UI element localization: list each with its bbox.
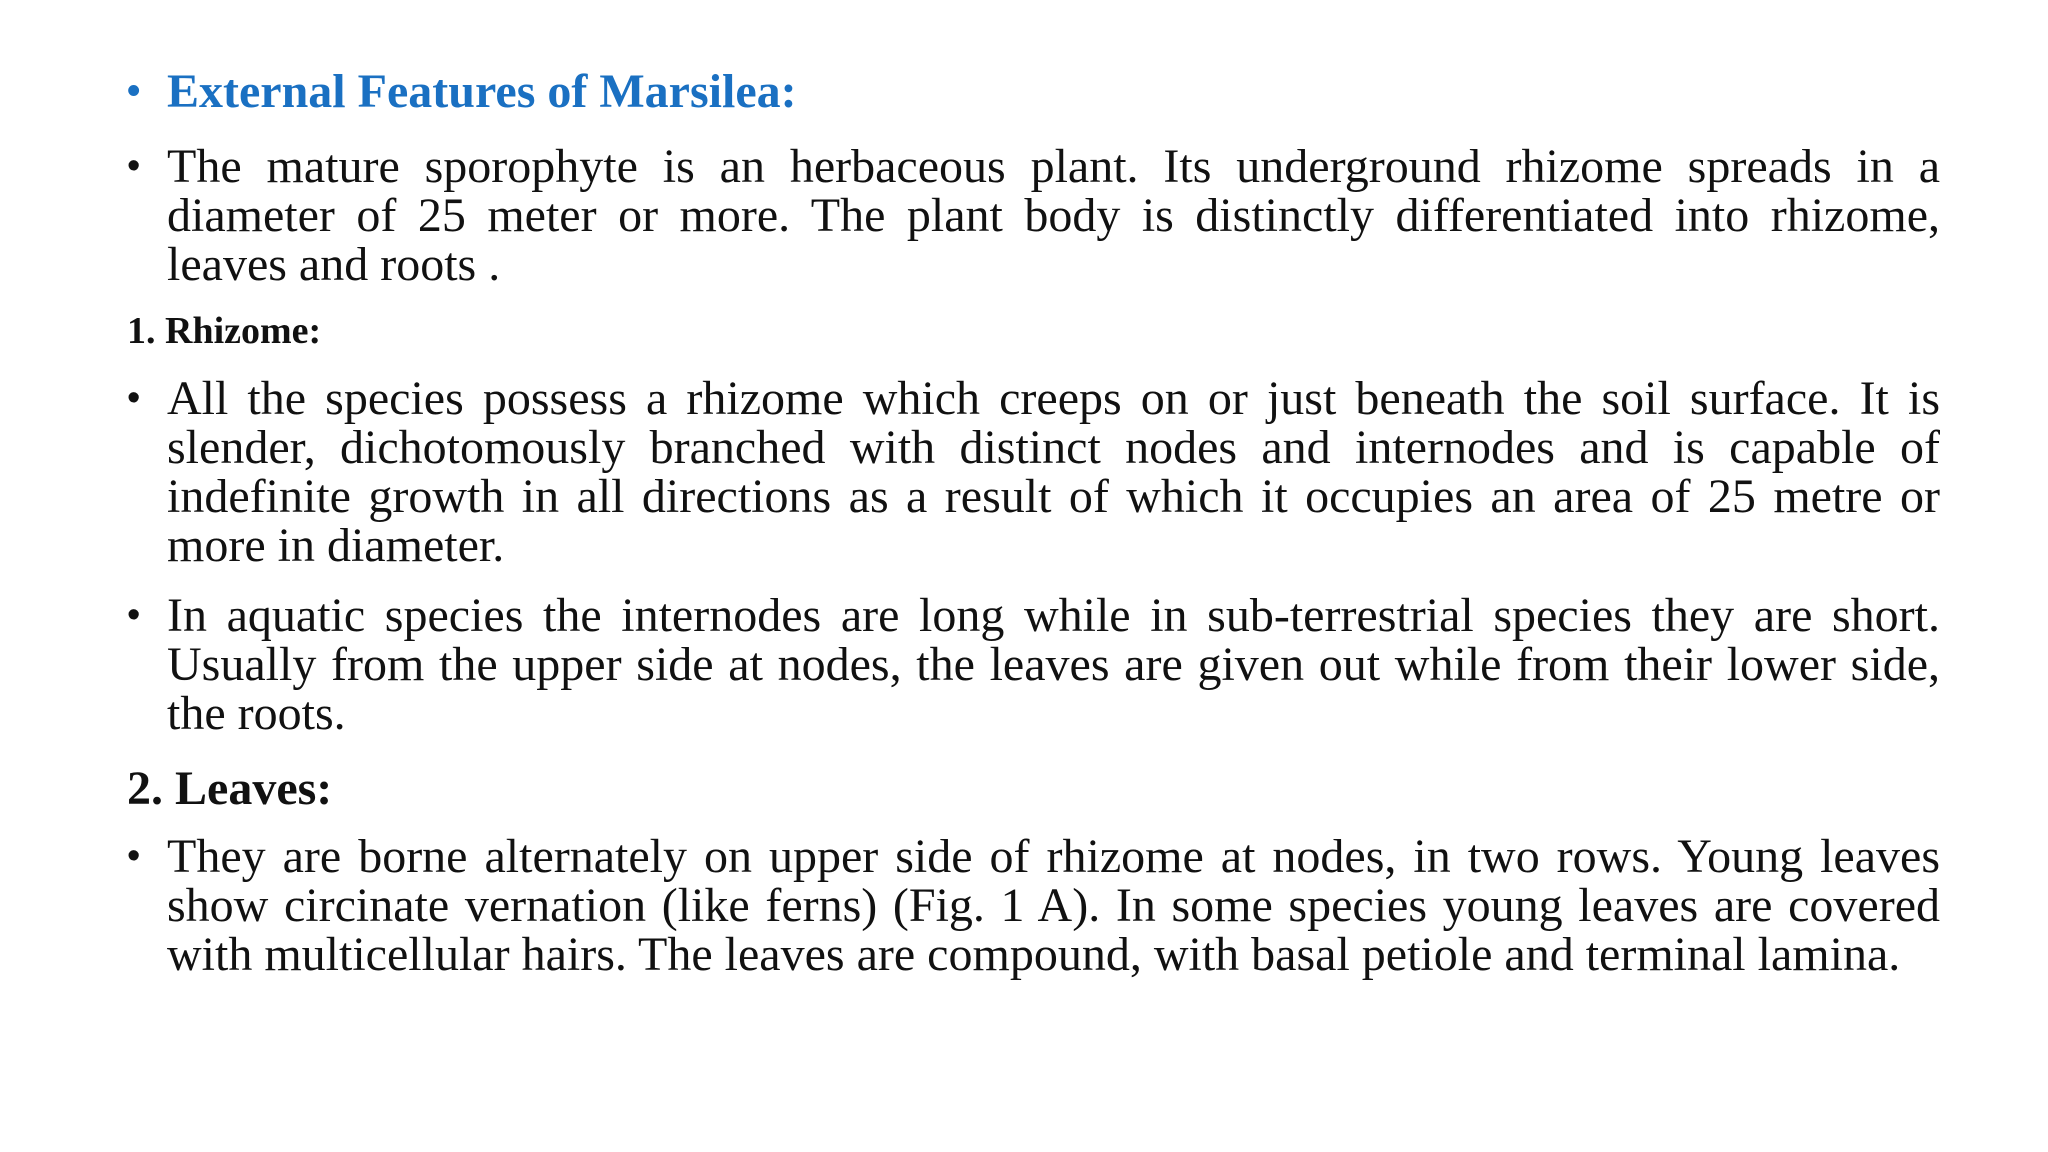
leaves-bullet-1	[127, 832, 1940, 979]
bullet-marker: •	[127, 377, 141, 419]
bullet-text: All the species possess a rhizome which creeps on or just beneath the soil surface. It is slender, dichotomously branched with distinct nodes and internodes and is capable of indefinite growth in all directions as a result of which it occupies an area of 25 metre or more in diameter.	[167, 372, 1940, 572]
bullet-text: They are borne alternately on upper side of rhizome at nodes, in two rows. Young leaves show circinate vernation (like ferns) (Fig. 1 A). In some species young leaves are covered with multicellular hairs. The leaves are compound, with basal petiole and terminal lamina.	[167, 830, 1940, 981]
slide-heading-item	[127, 67, 1940, 116]
bullet-marker: •	[127, 70, 141, 112]
bullet-marker: •	[127, 594, 141, 636]
section-title-leaves: 2. Leaves:	[127, 762, 333, 815]
slide-heading: External Features of Marsilea:	[167, 65, 797, 118]
intro-text: The mature sporophyte is an herbaceous plant. Its underground rhizome spreads in a diameter of 25 meter or more. The plant body is distinctly differentiated into rhizome, leaves and roots .	[167, 140, 1940, 291]
section-title-rhizome: 1. Rhizome:	[127, 310, 322, 352]
bullet-marker: •	[127, 145, 141, 187]
intro-bullet	[127, 142, 1940, 289]
bullet-text: In aquatic species the internodes are long while in sub-terrestrial species they are short. Usually from the upper side at nodes, the leaves are given out while from their lower side, the roots.	[167, 589, 1940, 740]
rhizome-bullet-2	[127, 591, 1940, 738]
rhizome-bullet-1	[127, 374, 1940, 570]
bullet-marker: •	[127, 835, 141, 877]
